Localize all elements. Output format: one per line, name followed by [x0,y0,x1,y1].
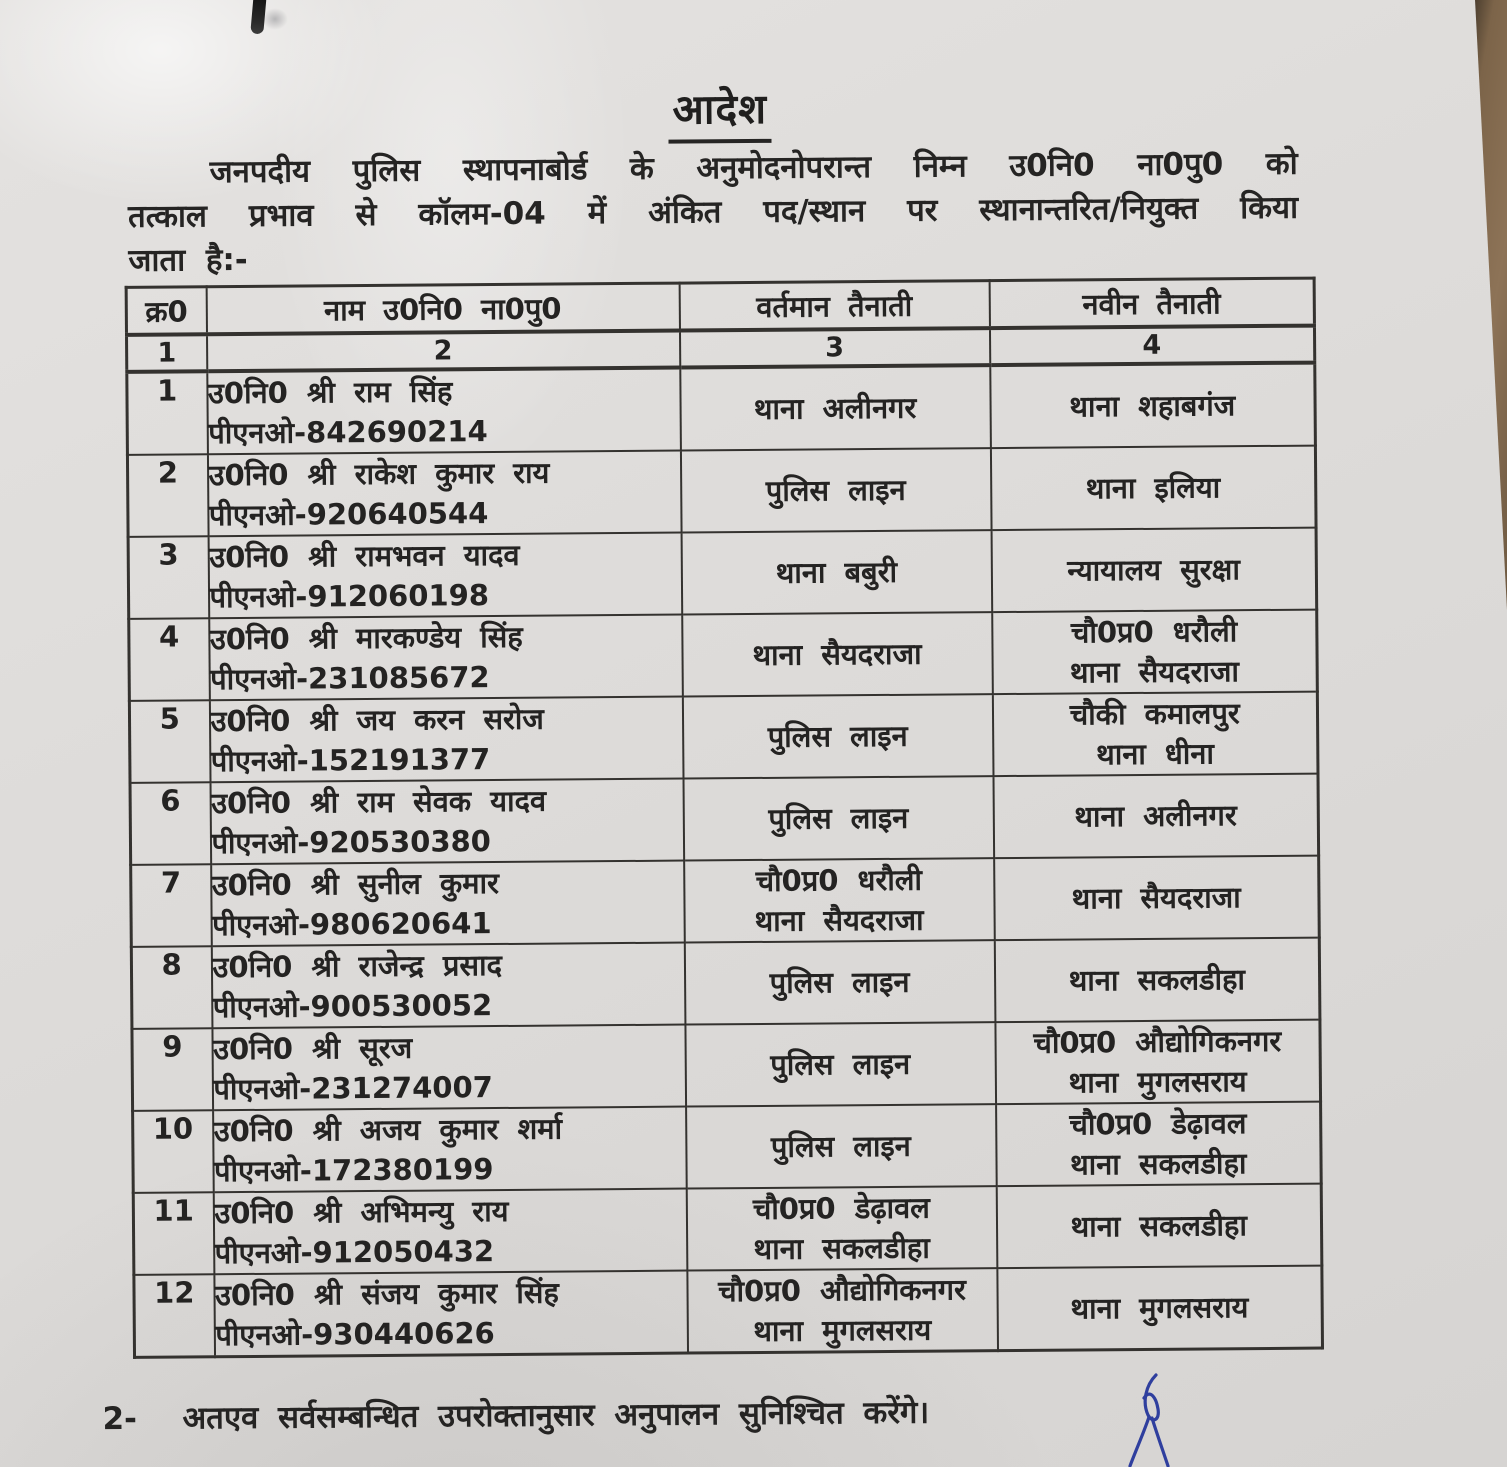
header-new-posting: नवीन तैनाती [989,278,1314,328]
row-serial: 12 [134,1274,215,1357]
officer-name: उ0नि0 श्री राकेश कुमार राय [208,455,550,493]
officer-pno: पीएनओ-152191377 [210,742,491,779]
officer-pno: पीएनओ-900530052 [212,988,493,1025]
column-number: 4 [989,326,1314,366]
table-row [133,1102,1322,1193]
footer-number: 2- [102,1400,138,1438]
transfer-table [125,277,1324,1359]
row-serial: 7 [131,864,212,947]
row-current-posting: पुलिस लाइन [682,694,993,778]
table-row [133,1184,1322,1275]
row-name-cell [207,451,681,537]
row-new-posting: न्यायालय सुरक्षा [991,528,1317,613]
row-name-cell [211,861,685,947]
row-name-cell [209,697,683,783]
officer-pno: पीएनओ-912050432 [214,1234,495,1271]
officer-name: उ0नि0 श्री मारकण्डेय सिंह [209,619,523,657]
header-name: नाम उ0नि0 ना0पु0 [206,283,679,334]
officer-name: उ0नि0 श्री जय करन सरोज [210,701,545,739]
row-new-posting: थाना अलीनगर [993,774,1319,859]
row-serial: 3 [128,536,209,619]
header-current-posting: वर्तमान तैनाती [679,281,989,331]
intro-line-2: तत्काल प्रभाव से कॉलम-04 में अंकित पद/स्थान पर स्थानान्तरित/नियुक्त किया [127,189,1299,235]
officer-name: उ0नि0 श्री राजेन्द्र प्रसाद [212,947,503,985]
row-new-posting: चौ0प्र0 डेढ़ावल थाना सकलडीहा [996,1102,1322,1187]
officer-pno: पीएनओ-912060198 [209,578,490,615]
header-serial: क्र0 [126,287,206,335]
row-current-posting: थाना बबुरी [681,530,992,614]
row-current-posting: पुलिस लाइन [680,448,991,532]
row-current-posting: चौ0प्र0 धरौली थाना सैयदराजा [684,858,995,942]
officer-pno: पीएनओ-920530380 [211,824,492,861]
row-serial: 9 [132,1028,213,1111]
table-row [129,692,1318,783]
table-row [131,856,1320,947]
table-row [129,610,1318,701]
table-row [131,938,1320,1029]
row-serial: 2 [127,454,208,537]
column-number: 3 [679,328,989,367]
title-wrap [0,75,1443,149]
officer-name: उ0नि0 श्री अजय कुमार शर्मा [213,1111,563,1149]
row-name-cell [213,1189,687,1275]
signature-stroke [1118,1372,1203,1467]
row-new-posting: चौ0प्र0 धरौली थाना सैयदराजा [992,610,1318,695]
row-new-posting: थाना इलिया [990,446,1316,531]
officer-name: उ0नि0 श्री राम सेवक यादव [211,783,547,821]
officer-name: उ0नि0 श्री रामभवन यादव [209,537,520,575]
row-name-cell [209,615,683,701]
officer-name: उ0नि0 श्री राम सिंह [207,374,453,411]
officer-name: उ0नि0 श्री संजय कुमार सिंह [214,1275,559,1313]
row-current-posting: पुलिस लाइन [683,776,994,860]
row-current-posting: चौ0प्र0 डेढ़ावल थाना सकलडीहा [686,1186,997,1270]
officer-pno: पीएनओ-930440626 [215,1316,495,1353]
table-row [128,528,1317,619]
table-row [134,1266,1323,1358]
table-row [130,774,1319,865]
table-row [132,1020,1321,1111]
officer-name: उ0नि0 श्री अभिमन्यु राय [214,1193,509,1231]
table-row [127,446,1316,537]
officer-pno: पीएनओ-231085672 [210,660,490,697]
row-new-posting: चौकी कमालपुर थाना धीना [992,692,1318,777]
table-row [127,363,1316,455]
row-current-posting: चौ0प्र0 औद्योगिकनगर थाना मुगलसराय [687,1268,998,1353]
row-serial: 11 [133,1192,214,1275]
row-current-posting: थाना अलीनगर [680,365,991,450]
officer-pno: पीएनओ-231274007 [213,1070,493,1107]
row-new-posting: थाना सैयदराजा [994,856,1320,941]
page-title: आदेश [668,80,771,144]
intro-paragraph [128,142,1299,283]
row-new-posting: थाना सकलडीहा [994,938,1320,1023]
row-name-cell [214,1271,688,1357]
row-new-posting: थाना मुगलसराय [997,1266,1323,1351]
footer-text: अतएव सर्वसम्बन्धित उपरोक्तानुसार अनुपालन सुनिश्चित करेंगे। [182,1394,930,1437]
officer-pno: पीएनओ-980620641 [212,906,492,943]
intro-line-1: जनपदीय पुलिस स्थापनाबोर्ड के अनुमोदनोपरान्त निम्न उ0नि0 ना0पु0 को [209,145,1298,191]
row-new-posting: थाना शहाबगंज [990,363,1316,449]
row-new-posting: चौ0प्र0 औद्योगिकनगर थाना मुगलसराय [995,1020,1321,1105]
row-current-posting: थाना सैयदराजा [682,612,993,696]
row-current-posting: पुलिस लाइन [684,940,995,1024]
officer-name: उ0नि0 श्री सुनील कुमार [211,866,499,903]
column-number: 2 [206,331,679,372]
row-name-cell [208,533,682,619]
row-name-cell [210,779,684,865]
row-name-cell [213,1107,687,1193]
row-serial: 1 [127,371,208,455]
officer-name: उ0नि0 श्री सूरज [212,1030,413,1067]
row-current-posting: पुलिस लाइन [686,1104,997,1188]
row-serial: 8 [131,946,212,1029]
column-number: 1 [127,334,207,372]
row-new-posting: थाना सकलडीहा [996,1184,1322,1269]
officer-pno: पीएनओ-842690214 [208,414,488,451]
row-serial: 10 [133,1110,214,1193]
officer-pno: पीएनओ-920640544 [208,496,489,533]
row-name-cell [207,368,681,455]
officer-pno: पीएनओ-172380199 [213,1152,494,1189]
intro-line-3: जाता है:- [128,241,248,279]
row-serial: 4 [129,618,210,701]
row-serial: 6 [130,782,211,865]
row-serial: 5 [129,700,210,783]
row-name-cell [211,943,685,1029]
row-current-posting: पुलिस लाइन [685,1022,996,1106]
row-name-cell [212,1025,686,1111]
